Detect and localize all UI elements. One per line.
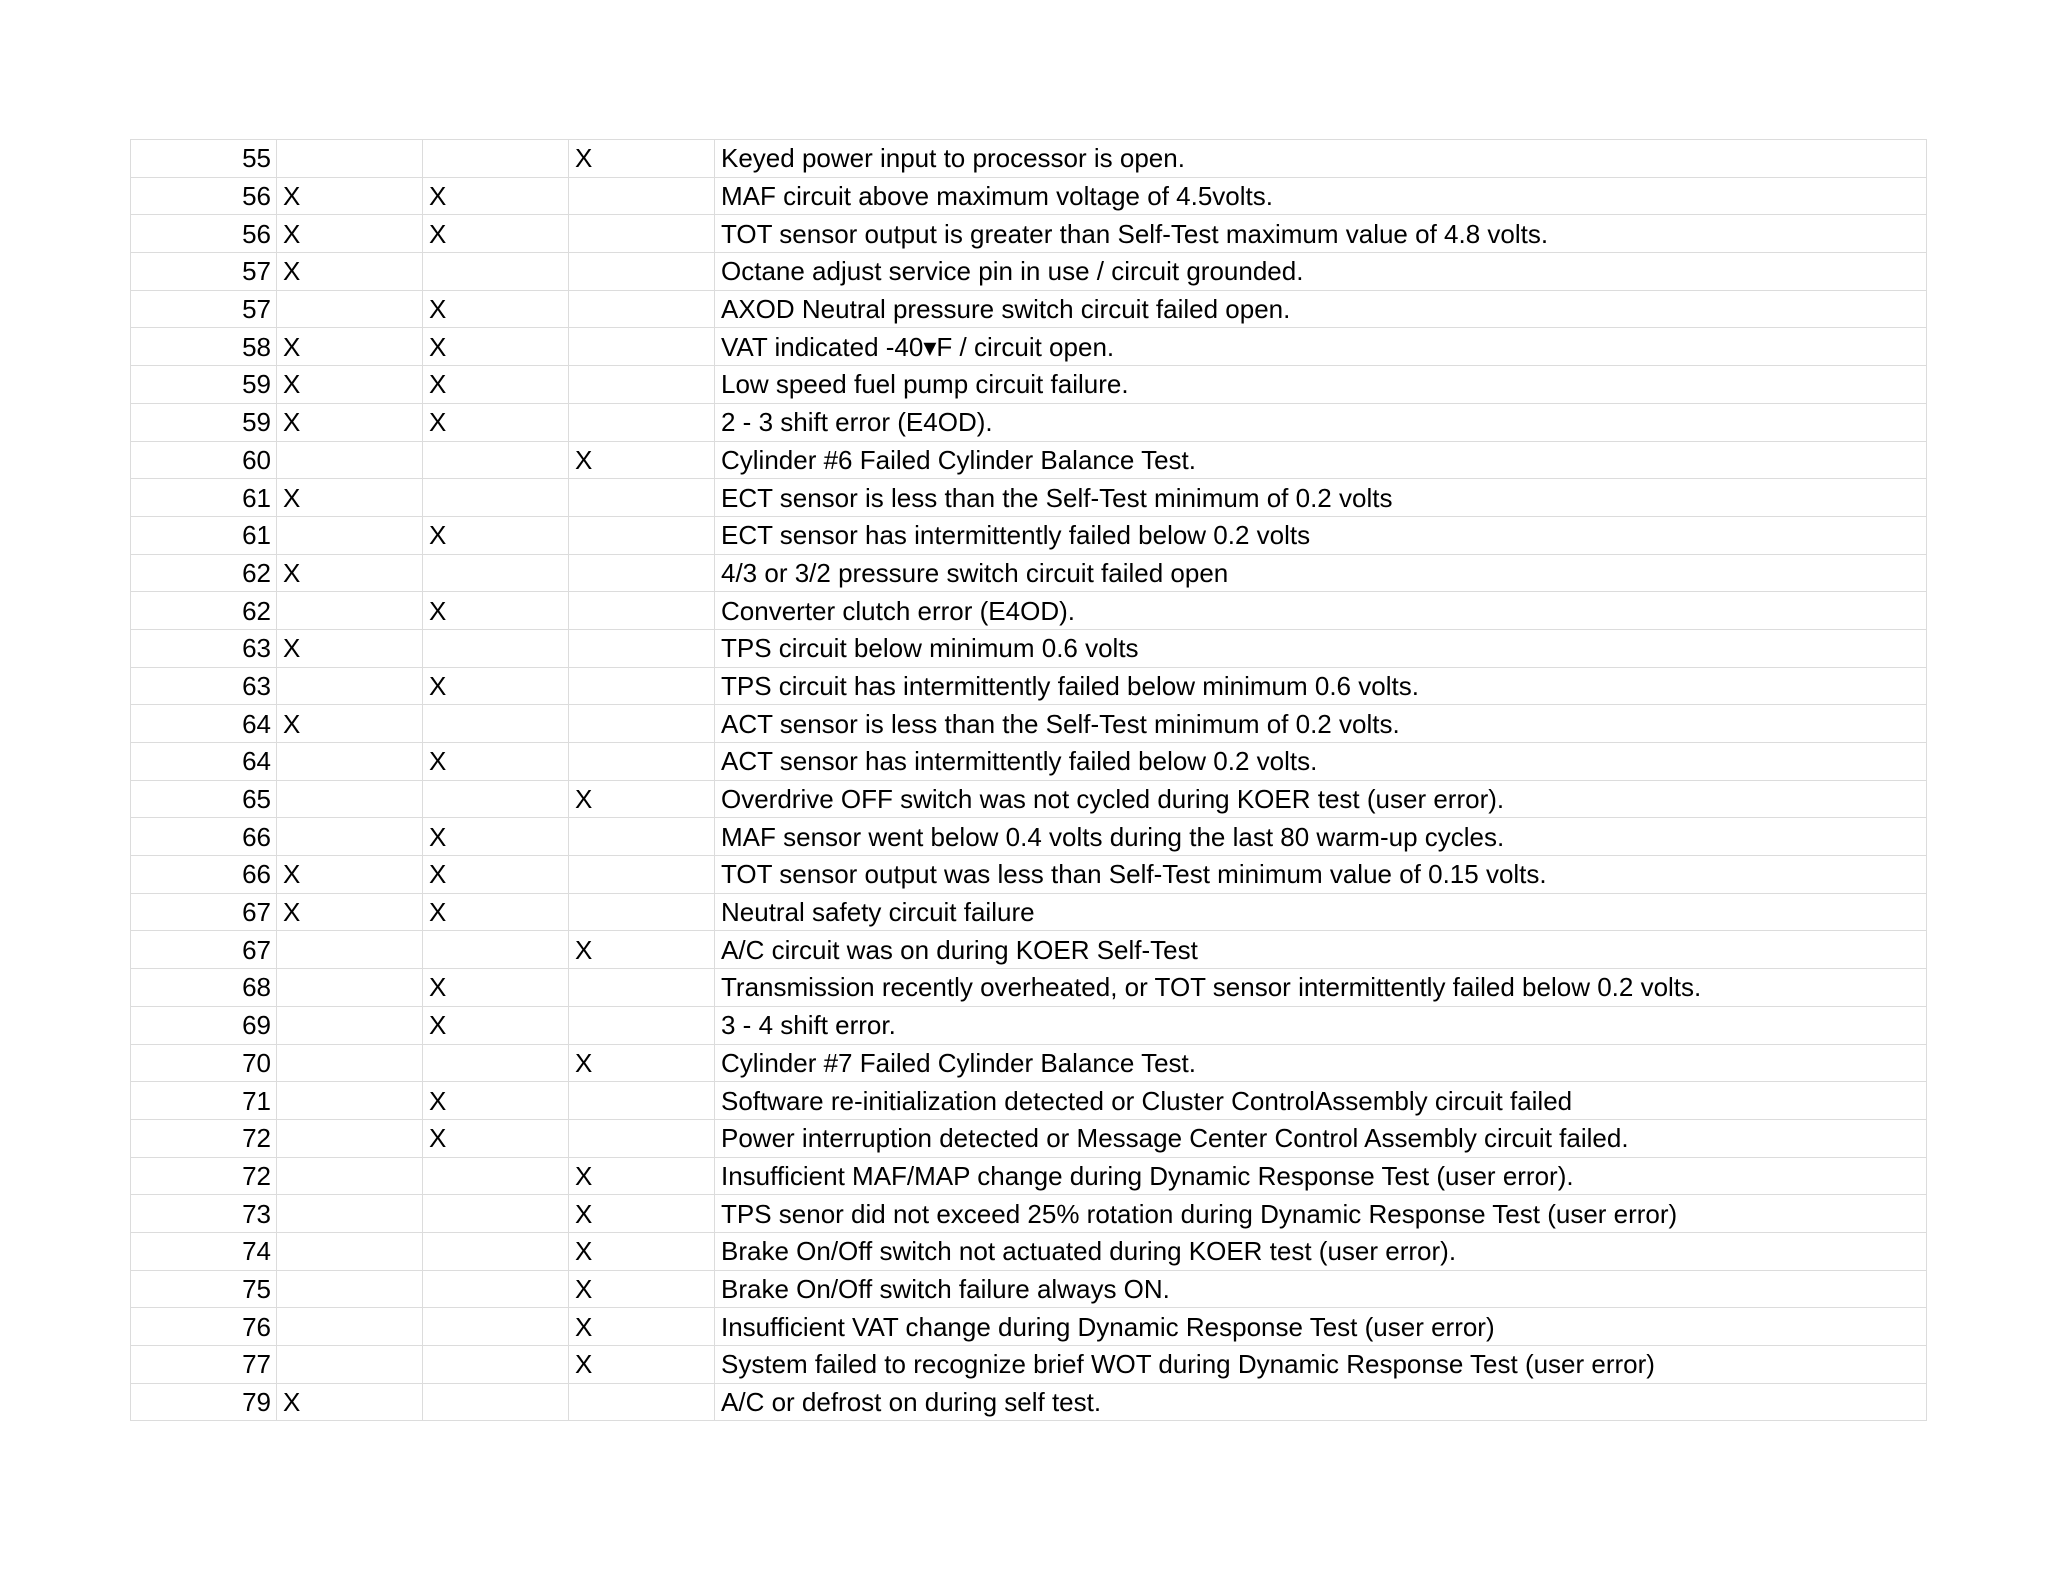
mark-cell-2: X — [423, 290, 569, 328]
mark-cell-2 — [423, 1157, 569, 1195]
mark-cell-1 — [277, 818, 423, 856]
table-row — [131, 1082, 1927, 1120]
mark-cell-1: X — [277, 366, 423, 404]
mark-cell-1 — [277, 780, 423, 818]
mark-cell-2: X — [423, 592, 569, 630]
mark-cell-1 — [277, 1006, 423, 1044]
mark-cell-2 — [423, 1383, 569, 1421]
table-row — [131, 1308, 1927, 1346]
code-cell: 57 — [131, 253, 277, 291]
description-cell: Power interruption detected or Message Center Control Assembly circuit failed. — [715, 1119, 1927, 1157]
mark-cell-2: X — [423, 403, 569, 441]
description-cell: Converter clutch error (E4OD). — [715, 592, 1927, 630]
mark-cell-2 — [423, 554, 569, 592]
description-cell: Cylinder #6 Failed Cylinder Balance Test. — [715, 441, 1927, 479]
code-cell: 57 — [131, 290, 277, 328]
mark-cell-1 — [277, 931, 423, 969]
mark-cell-1: X — [277, 893, 423, 931]
code-cell: 66 — [131, 856, 277, 894]
mark-cell-1: X — [277, 177, 423, 215]
description-cell: Software re-initialization detected or Cluster ControlAssembly circuit failed — [715, 1082, 1927, 1120]
mark-cell-2: X — [423, 893, 569, 931]
mark-cell-1 — [277, 1232, 423, 1270]
description-cell: MAF sensor went below 0.4 volts during the last 80 warm-up cycles. — [715, 818, 1927, 856]
mark-cell-1: X — [277, 328, 423, 366]
table-row — [131, 1270, 1927, 1308]
mark-cell-1 — [277, 969, 423, 1007]
description-cell: Keyed power input to processor is open. — [715, 140, 1927, 178]
code-cell: 72 — [131, 1119, 277, 1157]
table-row — [131, 818, 1927, 856]
code-cell: 59 — [131, 366, 277, 404]
description-cell: A/C or defrost on during self test. — [715, 1383, 1927, 1421]
mark-cell-2: X — [423, 366, 569, 404]
mark-cell-2: X — [423, 969, 569, 1007]
mark-cell-2 — [423, 705, 569, 743]
mark-cell-2: X — [423, 215, 569, 253]
mark-cell-1 — [277, 516, 423, 554]
code-cell: 62 — [131, 554, 277, 592]
code-cell: 63 — [131, 667, 277, 705]
table-row — [131, 366, 1927, 404]
mark-cell-3: X — [569, 1195, 715, 1233]
description-cell: 3 - 4 shift error. — [715, 1006, 1927, 1044]
mark-cell-1 — [277, 1308, 423, 1346]
table-row — [131, 1383, 1927, 1421]
mark-cell-3 — [569, 177, 715, 215]
code-cell: 72 — [131, 1157, 277, 1195]
code-cell: 62 — [131, 592, 277, 630]
mark-cell-1: X — [277, 554, 423, 592]
description-cell: 4/3 or 3/2 pressure switch circuit failed open — [715, 554, 1927, 592]
code-cell: 56 — [131, 177, 277, 215]
table-row — [131, 1119, 1927, 1157]
description-cell: ACT sensor is less than the Self-Test minimum of 0.2 volts. — [715, 705, 1927, 743]
mark-cell-3: X — [569, 1270, 715, 1308]
description-cell: Cylinder #7 Failed Cylinder Balance Test. — [715, 1044, 1927, 1082]
table-row — [131, 1195, 1927, 1233]
code-cell: 67 — [131, 893, 277, 931]
mark-cell-3: X — [569, 140, 715, 178]
description-cell: System failed to recognize brief WOT during Dynamic Response Test (user error) — [715, 1346, 1927, 1384]
mark-cell-2 — [423, 479, 569, 517]
mark-cell-2 — [423, 1232, 569, 1270]
code-cell: 64 — [131, 743, 277, 781]
table-row — [131, 554, 1927, 592]
mark-cell-3 — [569, 1119, 715, 1157]
mark-cell-2 — [423, 1308, 569, 1346]
mark-cell-2: X — [423, 177, 569, 215]
mark-cell-2 — [423, 441, 569, 479]
table-row — [131, 931, 1927, 969]
code-cell: 74 — [131, 1232, 277, 1270]
mark-cell-2: X — [423, 516, 569, 554]
mark-cell-2: X — [423, 1119, 569, 1157]
code-cell: 55 — [131, 140, 277, 178]
mark-cell-2: X — [423, 743, 569, 781]
description-cell: MAF circuit above maximum voltage of 4.5volts. — [715, 177, 1927, 215]
mark-cell-2 — [423, 780, 569, 818]
mark-cell-1 — [277, 1157, 423, 1195]
description-cell: TPS circuit has intermittently failed below minimum 0.6 volts. — [715, 667, 1927, 705]
description-cell: TPS senor did not exceed 25% rotation during Dynamic Response Test (user error) — [715, 1195, 1927, 1233]
table-row — [131, 1232, 1927, 1270]
table-row — [131, 893, 1927, 931]
table-row — [131, 516, 1927, 554]
code-cell: 59 — [131, 403, 277, 441]
description-cell: Brake On/Off switch not actuated during KOER test (user error). — [715, 1232, 1927, 1270]
mark-cell-3 — [569, 253, 715, 291]
code-cell: 71 — [131, 1082, 277, 1120]
table-row — [131, 140, 1927, 178]
mark-cell-3 — [569, 366, 715, 404]
mark-cell-2 — [423, 253, 569, 291]
description-cell: Insufficient MAF/MAP change during Dynamic Response Test (user error). — [715, 1157, 1927, 1195]
table-row — [131, 969, 1927, 1007]
mark-cell-1: X — [277, 629, 423, 667]
table-row — [131, 705, 1927, 743]
code-cell: 64 — [131, 705, 277, 743]
table-row — [131, 856, 1927, 894]
description-cell: Brake On/Off switch failure always ON. — [715, 1270, 1927, 1308]
code-cell: 60 — [131, 441, 277, 479]
mark-cell-2: X — [423, 1082, 569, 1120]
mark-cell-1 — [277, 667, 423, 705]
table-row — [131, 177, 1927, 215]
description-cell: TOT sensor output was less than Self-Test minimum value of 0.15 volts. — [715, 856, 1927, 894]
code-cell: 66 — [131, 818, 277, 856]
mark-cell-1: X — [277, 403, 423, 441]
mark-cell-2 — [423, 1270, 569, 1308]
mark-cell-3 — [569, 592, 715, 630]
mark-cell-1 — [277, 1195, 423, 1233]
mark-cell-3 — [569, 328, 715, 366]
mark-cell-2 — [423, 629, 569, 667]
table-row — [131, 780, 1927, 818]
description-cell: ACT sensor has intermittently failed below 0.2 volts. — [715, 743, 1927, 781]
mark-cell-1 — [277, 1346, 423, 1384]
mark-cell-1 — [277, 1270, 423, 1308]
description-cell: AXOD Neutral pressure switch circuit failed open. — [715, 290, 1927, 328]
description-cell: Octane adjust service pin in use / circuit grounded. — [715, 253, 1927, 291]
mark-cell-1: X — [277, 253, 423, 291]
mark-cell-3 — [569, 1006, 715, 1044]
mark-cell-1: X — [277, 479, 423, 517]
mark-cell-3 — [569, 1082, 715, 1120]
mark-cell-2 — [423, 1044, 569, 1082]
code-cell: 67 — [131, 931, 277, 969]
mark-cell-3: X — [569, 1308, 715, 1346]
code-cell: 61 — [131, 516, 277, 554]
mark-cell-3: X — [569, 1157, 715, 1195]
table-row — [131, 479, 1927, 517]
mark-cell-1 — [277, 743, 423, 781]
description-cell: VAT indicated -40▾F / circuit open. — [715, 328, 1927, 366]
mark-cell-1 — [277, 441, 423, 479]
mark-cell-2: X — [423, 818, 569, 856]
mark-cell-1 — [277, 592, 423, 630]
code-cell: 58 — [131, 328, 277, 366]
code-cell: 70 — [131, 1044, 277, 1082]
table-row — [131, 667, 1927, 705]
mark-cell-1 — [277, 1044, 423, 1082]
description-cell: Low speed fuel pump circuit failure. — [715, 366, 1927, 404]
code-cell: 61 — [131, 479, 277, 517]
table-row — [131, 629, 1927, 667]
mark-cell-2: X — [423, 667, 569, 705]
table-row — [131, 441, 1927, 479]
code-cell: 63 — [131, 629, 277, 667]
code-cell: 69 — [131, 1006, 277, 1044]
code-cell: 79 — [131, 1383, 277, 1421]
table-body — [131, 140, 1927, 1421]
table-row — [131, 1006, 1927, 1044]
mark-cell-1: X — [277, 856, 423, 894]
code-cell: 77 — [131, 1346, 277, 1384]
mark-cell-2 — [423, 1195, 569, 1233]
table-row — [131, 328, 1927, 366]
code-cell: 56 — [131, 215, 277, 253]
mark-cell-1: X — [277, 1383, 423, 1421]
table-row — [131, 1157, 1927, 1195]
description-cell: ECT sensor is less than the Self-Test minimum of 0.2 volts — [715, 479, 1927, 517]
table-row — [131, 403, 1927, 441]
table-row — [131, 253, 1927, 291]
code-cell: 75 — [131, 1270, 277, 1308]
mark-cell-2 — [423, 140, 569, 178]
mark-cell-2: X — [423, 856, 569, 894]
description-cell: Transmission recently overheated, or TOT sensor intermittently failed below 0.2 volts. — [715, 969, 1927, 1007]
mark-cell-3 — [569, 818, 715, 856]
mark-cell-1 — [277, 1082, 423, 1120]
table-row — [131, 215, 1927, 253]
mark-cell-3 — [569, 667, 715, 705]
mark-cell-3 — [569, 516, 715, 554]
mark-cell-3 — [569, 290, 715, 328]
table-row — [131, 1044, 1927, 1082]
description-cell: TOT sensor output is greater than Self-Test maximum value of 4.8 volts. — [715, 215, 1927, 253]
mark-cell-1 — [277, 1119, 423, 1157]
mark-cell-3 — [569, 403, 715, 441]
mark-cell-3: X — [569, 441, 715, 479]
mark-cell-3 — [569, 969, 715, 1007]
code-cell: 76 — [131, 1308, 277, 1346]
table-row — [131, 743, 1927, 781]
mark-cell-3: X — [569, 1232, 715, 1270]
description-cell: TPS circuit below minimum 0.6 volts — [715, 629, 1927, 667]
table-row — [131, 290, 1927, 328]
code-cell: 68 — [131, 969, 277, 1007]
trouble-code-table — [130, 139, 1927, 1421]
mark-cell-1 — [277, 140, 423, 178]
code-cell: 73 — [131, 1195, 277, 1233]
mark-cell-1: X — [277, 215, 423, 253]
table-row — [131, 1346, 1927, 1384]
description-cell: Insufficient VAT change during Dynamic Response Test (user error) — [715, 1308, 1927, 1346]
mark-cell-2 — [423, 931, 569, 969]
mark-cell-3: X — [569, 931, 715, 969]
mark-cell-3: X — [569, 780, 715, 818]
description-cell: Overdrive OFF switch was not cycled during KOER test (user error). — [715, 780, 1927, 818]
mark-cell-3 — [569, 743, 715, 781]
mark-cell-2 — [423, 1346, 569, 1384]
mark-cell-3 — [569, 1383, 715, 1421]
mark-cell-3: X — [569, 1346, 715, 1384]
description-cell: 2 - 3 shift error (E4OD). — [715, 403, 1927, 441]
description-cell: Neutral safety circuit failure — [715, 893, 1927, 931]
mark-cell-1: X — [277, 705, 423, 743]
mark-cell-2: X — [423, 1006, 569, 1044]
mark-cell-3 — [569, 893, 715, 931]
code-cell: 65 — [131, 780, 277, 818]
mark-cell-2: X — [423, 328, 569, 366]
mark-cell-3 — [569, 554, 715, 592]
table-row — [131, 592, 1927, 630]
mark-cell-3 — [569, 856, 715, 894]
description-cell: A/C circuit was on during KOER Self-Test — [715, 931, 1927, 969]
mark-cell-3 — [569, 215, 715, 253]
mark-cell-3 — [569, 479, 715, 517]
mark-cell-3: X — [569, 1044, 715, 1082]
mark-cell-3 — [569, 629, 715, 667]
mark-cell-1 — [277, 290, 423, 328]
mark-cell-3 — [569, 705, 715, 743]
description-cell: ECT sensor has intermittently failed below 0.2 volts — [715, 516, 1927, 554]
